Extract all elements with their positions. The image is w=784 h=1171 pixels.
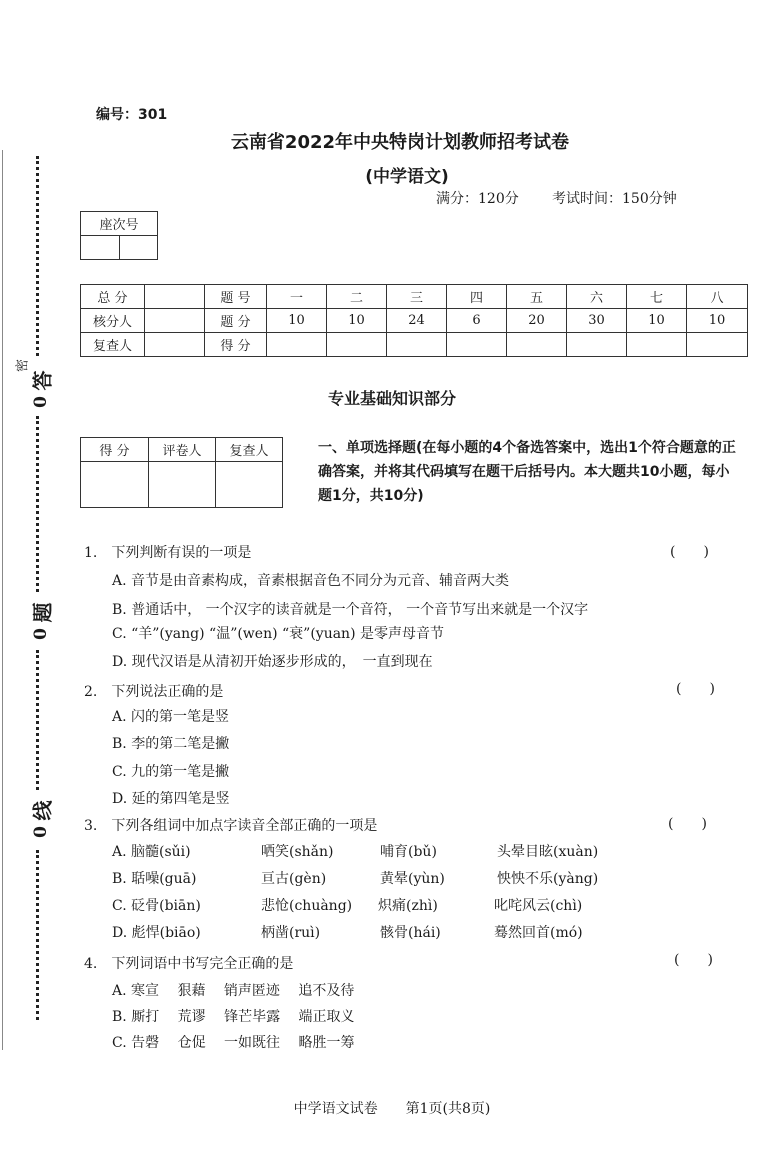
pinyin-word: B. 聒噪(guā)	[112, 871, 197, 887]
question-option: A. 寒宣 狠藉 销声匿迹 追不及待	[112, 983, 355, 999]
part1-heading: 一、单项选择题(在每小题的4个备选答案中，选出1个符合题意的正确答案，并将其代码填写在题干后括号内。本大题共10小题，每小题1分，共10分)	[318, 440, 736, 504]
pinyin-word: 悲怆(chuàng)	[261, 898, 353, 914]
question-option: C. 告磬 仓促 一如既往 略胜一筹	[112, 1035, 355, 1051]
question-stem: 1. 下列判断有误的一项是	[84, 545, 252, 561]
score-cell[interactable]	[447, 333, 507, 357]
question-stem: 4. 下列词语中书写完全正确的是	[84, 956, 294, 972]
grader-cell[interactable]	[81, 462, 149, 508]
margin-char-da: 答	[30, 370, 55, 391]
pinyin-word: 骸骨(hái)	[380, 925, 441, 941]
question-option: C. “羊”(yang) “温”(wen) “衰”(yuan) 是零声母音节	[112, 626, 444, 642]
grader-table	[80, 437, 283, 508]
score-cell: 24	[387, 309, 447, 333]
pinyin-word: 柄凿(ruì)	[261, 925, 321, 941]
seat-number-cell[interactable]	[120, 236, 158, 260]
binding-dotted-line-2	[36, 416, 44, 592]
exam-title: 云南省2022年中央特岗计划教师招考试卷	[230, 132, 570, 153]
margin-char-ti: 题	[30, 602, 55, 623]
score-cell[interactable]	[145, 285, 205, 309]
pinyin-word: C. 砭骨(biān)	[112, 898, 201, 914]
score-cell[interactable]	[687, 333, 748, 357]
pinyin-word: 亘古(gèn)	[261, 871, 327, 887]
grader-header: 评卷人	[149, 438, 216, 462]
exam-time: 考试时间：150分钟	[552, 191, 677, 207]
score-cell[interactable]	[627, 333, 687, 357]
score-cell: 题 号	[205, 285, 267, 309]
question-option: A. 闪的第一笔是竖	[112, 709, 230, 725]
score-table	[80, 284, 748, 357]
question-option: D. 现代汉语是从清初开始逐步形成的， 一直到现在	[112, 654, 433, 670]
margin-zero-2: 0	[31, 628, 51, 640]
seat-number-box	[80, 211, 158, 260]
score-cell: 二	[327, 285, 387, 309]
pinyin-word: A. 脑髓(sǔi)	[112, 844, 191, 860]
seat-number-label: 座次号	[81, 212, 158, 236]
score-cell: 五	[507, 285, 567, 309]
pinyin-word: 炽痛(zhì)	[378, 898, 438, 914]
answer-paren[interactable]: ( )	[668, 816, 707, 832]
page-footer: 中学语文试卷 第1页(共8页)	[293, 1101, 491, 1117]
score-cell: 题 分	[205, 309, 267, 333]
score-cell: 得 分	[205, 333, 267, 357]
score-cell: 6	[447, 309, 507, 333]
answer-paren[interactable]: ( )	[676, 681, 715, 697]
question-option: A. 音节是由音素构成，音素根据音色不同分为元音、辅音两大类	[112, 573, 510, 589]
score-cell: 七	[627, 285, 687, 309]
section-title: 专业基础知识部分	[327, 389, 456, 408]
question-stem: 3. 下列各组词中加点字读音全部正确的一项是	[84, 818, 378, 834]
binding-edge-line	[2, 150, 3, 1050]
pinyin-word: 哂笑(shǎn)	[261, 844, 334, 860]
margin-char-mi: 密	[15, 359, 31, 373]
score-cell: 一	[267, 285, 327, 309]
score-cell[interactable]	[507, 333, 567, 357]
question-option: D. 延的第四笔是竖	[112, 791, 230, 807]
score-cell: 总 分	[81, 285, 145, 309]
score-cell: 20	[507, 309, 567, 333]
pinyin-word: 哺育(bǔ)	[380, 844, 437, 860]
exam-subtitle: (中学语文)	[365, 167, 449, 187]
question-option: B. 李的第二笔是撇	[112, 736, 230, 752]
score-cell: 30	[567, 309, 627, 333]
pinyin-word: 叱咤风云(chì)	[494, 898, 583, 914]
grader-header: 得 分	[81, 438, 149, 462]
pinyin-word: D. 彪悍(biāo)	[112, 925, 201, 941]
answer-paren[interactable]: ( )	[674, 952, 713, 968]
question-stem: 2. 下列说法正确的是	[84, 684, 224, 700]
score-cell[interactable]	[327, 333, 387, 357]
score-cell: 三	[387, 285, 447, 309]
seat-number-cell[interactable]	[81, 236, 120, 260]
pinyin-word: 怏怏不乐(yàng)	[497, 871, 599, 887]
score-cell: 核分人	[81, 309, 145, 333]
margin-char-xian: 线	[30, 800, 55, 821]
score-cell: 六	[567, 285, 627, 309]
score-cell[interactable]	[267, 333, 327, 357]
question-option: B. 厮打 荒谬 锋芒毕露 端正取义	[112, 1009, 355, 1025]
answer-paren[interactable]: ( )	[670, 544, 709, 560]
grader-header: 复查人	[216, 438, 283, 462]
exam-serial-number: 编号：301	[96, 107, 168, 123]
grader-cell[interactable]	[216, 462, 283, 508]
score-cell: 四	[447, 285, 507, 309]
score-cell[interactable]	[145, 333, 205, 357]
score-cell: 10	[267, 309, 327, 333]
full-score: 满分：120分	[436, 191, 519, 207]
score-cell[interactable]	[145, 309, 205, 333]
pinyin-word: 头晕目眩(xuàn)	[497, 844, 599, 860]
score-cell: 复查人	[81, 333, 145, 357]
margin-zero-3: 0	[31, 826, 51, 838]
binding-dotted-line-3	[36, 650, 44, 790]
score-cell: 10	[327, 309, 387, 333]
question-option: C. 九的第一笔是撇	[112, 764, 230, 780]
pinyin-word: 黄晕(yùn)	[380, 871, 445, 887]
score-cell[interactable]	[387, 333, 447, 357]
grader-cell[interactable]	[149, 462, 216, 508]
margin-zero-1: 0	[31, 396, 51, 408]
pinyin-word: 蓦然回首(mó)	[494, 925, 583, 941]
score-cell: 10	[687, 309, 748, 333]
question-option: B. 普通话中， 一个汉字的读音就是一个音符， 一个音节写出来就是一个汉字	[112, 602, 589, 618]
score-cell: 八	[687, 285, 748, 309]
score-cell: 10	[627, 309, 687, 333]
binding-dotted-line-4	[36, 850, 44, 1020]
score-cell[interactable]	[567, 333, 627, 357]
